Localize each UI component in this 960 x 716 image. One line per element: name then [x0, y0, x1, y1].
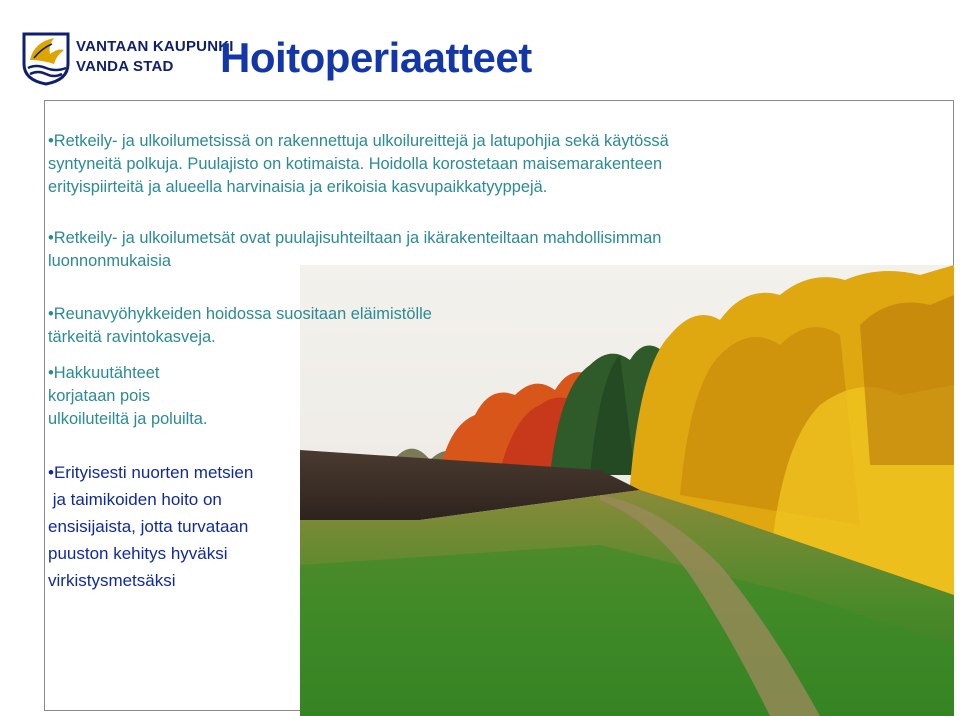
bullet-3-line-1: •Reunavyöhykkeiden hoidossa suositaan eläimistölle [48, 305, 432, 323]
bullet-5-line-4: puuston kehitys hyväksi [48, 544, 228, 563]
bullet-2-line-1: •Retkeily- ja ulkoilumetsät ovat puulajisuhteiltaan ja ikärakenteiltaan mahdollisimman [48, 229, 662, 247]
bullet-1-line-2: syntyneitä polkuja. Puulajisto on kotimaista. Hoidolla korostetaan maisemarakenteen [48, 155, 663, 173]
logo-line-1: VANTAAN KAUPUNKI [76, 38, 234, 55]
city-logo [20, 30, 234, 86]
bullet-1-line-1: •Retkeily- ja ulkoilumetsissä on rakennettuja ulkoilureittejä ja latupohjia sekä käytössä [48, 132, 669, 150]
bullet-5-line-5: virkistysmetsäksi [48, 571, 176, 590]
bullet-4-line-2: korjataan pois [48, 387, 151, 405]
bullet-5-line-1: •Erityisesti nuorten metsien [48, 463, 254, 482]
page-title: Hoitoperiaatteet [220, 34, 532, 81]
bullet-5-line-3: ensisijaista, jotta turvataan [48, 517, 249, 536]
logo-line-2: VANDA STAD [76, 58, 174, 75]
bullet-4-line-3: ulkoiluteiltä ja poluilta. [48, 410, 208, 428]
bullet-4-line-1: •Hakkuutähteet [48, 364, 160, 382]
bullet-3-line-2: tärkeitä ravintokasveja. [48, 328, 216, 346]
autumn-forest-photo [300, 265, 954, 716]
bullet-5-line-2: ja taimikoiden hoito on [48, 490, 222, 509]
vantaa-crest-icon [20, 30, 72, 86]
landscape-image [300, 265, 954, 716]
bullet-2-line-2: luonnonmukaisia [48, 252, 172, 270]
bullet-1-line-3: erityispiirteitä ja alueella harvinaisia ja erikoisia kasvupaikkatyyppejä. [48, 178, 548, 196]
